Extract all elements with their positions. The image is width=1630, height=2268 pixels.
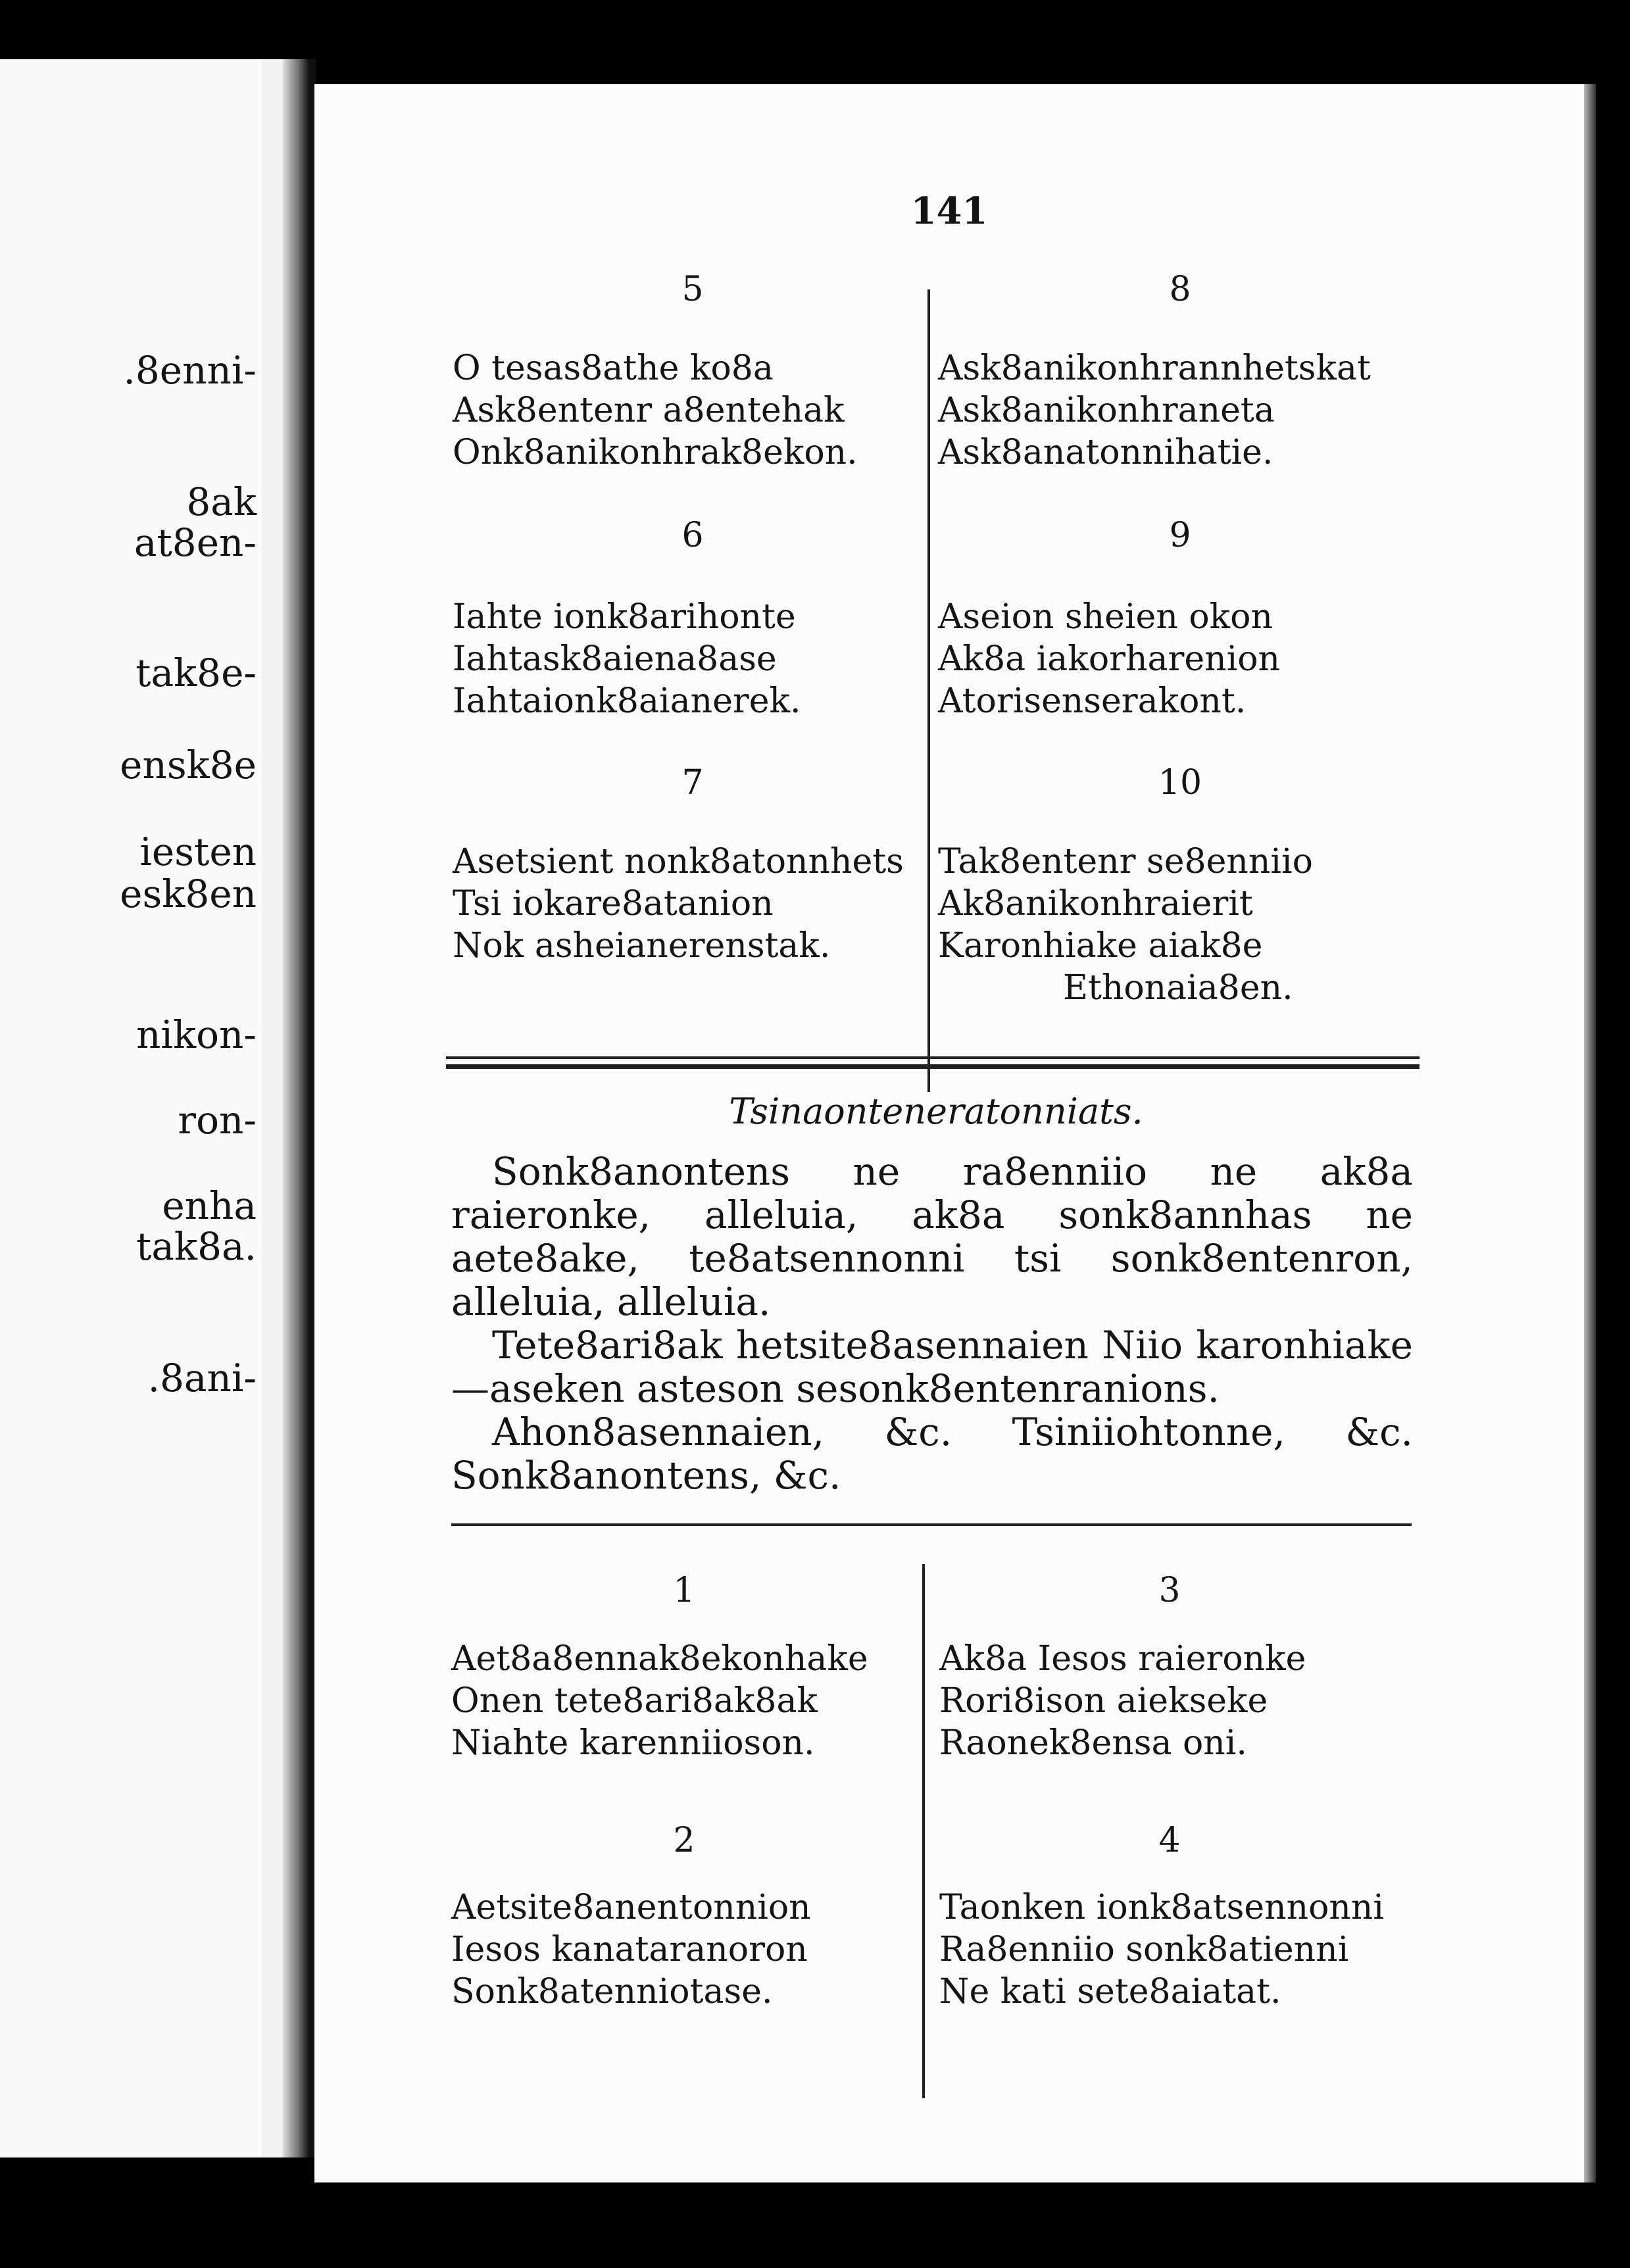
verse-line: Ak8a Iesos raieronke bbox=[939, 1639, 1306, 1679]
stanza-number: 5 bbox=[681, 270, 704, 309]
stanza bbox=[938, 841, 1313, 1009]
verse-line: Iahtask8aiena8ase bbox=[453, 639, 777, 679]
left-page-text-fragment: nikon- bbox=[136, 1012, 257, 1057]
stanza-number: 1 bbox=[673, 1571, 695, 1610]
left-page-text-fragment: enha bbox=[162, 1183, 257, 1228]
verse-line: Aseion sheien okon bbox=[938, 597, 1273, 637]
verse-line: Ethonaia8en. bbox=[1063, 968, 1293, 1008]
verse-line: Ne kati sete8aiatat. bbox=[939, 1972, 1281, 2011]
verse-line: Tak8entenr se8enniio bbox=[938, 842, 1313, 881]
left-page-text-fragment: esk8en bbox=[120, 872, 257, 916]
left-page-text-fragment: tak8a. bbox=[136, 1224, 257, 1269]
prose-paragraph: Tete8ari8ak hetsite8asennaien Niio karonhiake —aseken asteson sesonk8entenranions. bbox=[451, 1323, 1413, 1411]
verse-line: Ask8entenr a8entehak bbox=[453, 391, 845, 430]
verse-line: Aet8a8ennak8ekonhake bbox=[451, 1639, 868, 1679]
stanza-number: 4 bbox=[1158, 1821, 1181, 1860]
left-facing-page bbox=[0, 59, 262, 2157]
left-page-text-fragment: iesten bbox=[139, 829, 257, 874]
verse-line: Ask8anikonhrannhetskat bbox=[938, 349, 1371, 388]
stanza bbox=[453, 841, 904, 967]
verse-line: Iesos kanataranoron bbox=[451, 1930, 808, 1969]
stanza-number: 3 bbox=[1158, 1571, 1181, 1610]
verse-line: Karonhiake aiak8e bbox=[938, 926, 1263, 966]
column-divider bbox=[922, 1564, 925, 2098]
stanza bbox=[453, 347, 858, 474]
left-page-text-fragment: tak8e- bbox=[136, 651, 257, 695]
stanza bbox=[939, 1638, 1306, 1764]
stanza-number: 7 bbox=[681, 763, 704, 802]
section-rule bbox=[446, 1056, 1420, 1059]
stanza bbox=[451, 1638, 868, 1764]
page-edge bbox=[1584, 84, 1596, 2182]
stanza bbox=[451, 1886, 811, 2013]
stanza-number: 2 bbox=[673, 1821, 695, 1860]
stanza bbox=[453, 596, 801, 722]
stanza bbox=[938, 596, 1280, 722]
left-page-text-fragment: 8ak bbox=[186, 480, 257, 524]
stanza-number: 6 bbox=[681, 516, 704, 555]
verse-line: Ak8a iakorharenion bbox=[938, 639, 1281, 679]
verse-line: Sonk8atenniotase. bbox=[451, 1972, 773, 2011]
left-page-text-fragment: .8enni- bbox=[123, 348, 257, 393]
verse-line: Asetsient nonk8atonnhets bbox=[453, 842, 904, 881]
verse-line: Onen tete8ari8ak8ak bbox=[451, 1681, 818, 1721]
verse-line: Ask8anikonhraneta bbox=[938, 391, 1275, 430]
verse-line: Nok asheianerenstak. bbox=[453, 926, 831, 966]
stanza-number: 9 bbox=[1169, 516, 1191, 555]
section-rule bbox=[446, 1064, 1420, 1069]
page-number: 141 bbox=[910, 189, 988, 233]
right-page bbox=[314, 84, 1584, 2182]
verse-line: Raonek8ensa oni. bbox=[939, 1723, 1247, 1763]
verse-line: Atorisenserakont. bbox=[938, 681, 1247, 721]
verse-line: Tsi iokare8atanion bbox=[453, 884, 774, 924]
section-title: Tsinaonteneratonniats. bbox=[729, 1091, 1143, 1132]
verse-line: Ask8anatonnihatie. bbox=[938, 433, 1273, 472]
verse-line: Ra8enniio sonk8atienni bbox=[939, 1930, 1349, 1969]
verse-line: Iahtaionk8aianerek. bbox=[453, 681, 801, 721]
left-page-text-fragment: at8en- bbox=[134, 520, 257, 565]
prose-paragraph: Ahon8asennaien, &c. Tsiniiohtonne, &c. Sonk8anontens, &c. bbox=[451, 1410, 1413, 1498]
stanza-number: 10 bbox=[1158, 763, 1202, 802]
stanza bbox=[939, 1886, 1384, 2013]
left-page-text-fragment: ron- bbox=[178, 1098, 257, 1143]
stanza-number: 8 bbox=[1169, 270, 1191, 309]
left-page-text-fragment: ensk8e bbox=[120, 743, 257, 787]
verse-line: Rori8ison aiekseke bbox=[939, 1681, 1268, 1721]
prose-block bbox=[451, 1150, 1413, 1497]
verse-line: Aetsite8anentonnion bbox=[451, 1888, 811, 1927]
column-divider bbox=[927, 289, 930, 1092]
verse-line: Ak8anikonhraierit bbox=[938, 884, 1253, 924]
verse-line: Iahte ionk8arihonte bbox=[453, 597, 796, 637]
verse-line: O tesas8athe ko8a bbox=[453, 349, 774, 388]
verse-line: Taonken ionk8atsennonni bbox=[939, 1888, 1385, 1927]
prose-paragraph: Sonk8anontens ne ra8enniio ne ak8a raieronke, alleluia, ak8a sonk8annhas ne aete8ake, te8atsennonni tsi sonk8entenron, alleluia, alleluia. bbox=[451, 1149, 1413, 1324]
verse-line: Niahte karenniioson. bbox=[451, 1723, 815, 1763]
stanza bbox=[938, 347, 1371, 474]
verse-line: Onk8anikonhrak8ekon. bbox=[453, 433, 858, 472]
section-rule bbox=[451, 1523, 1412, 1526]
left-page-text-fragment: .8ani- bbox=[147, 1356, 257, 1400]
